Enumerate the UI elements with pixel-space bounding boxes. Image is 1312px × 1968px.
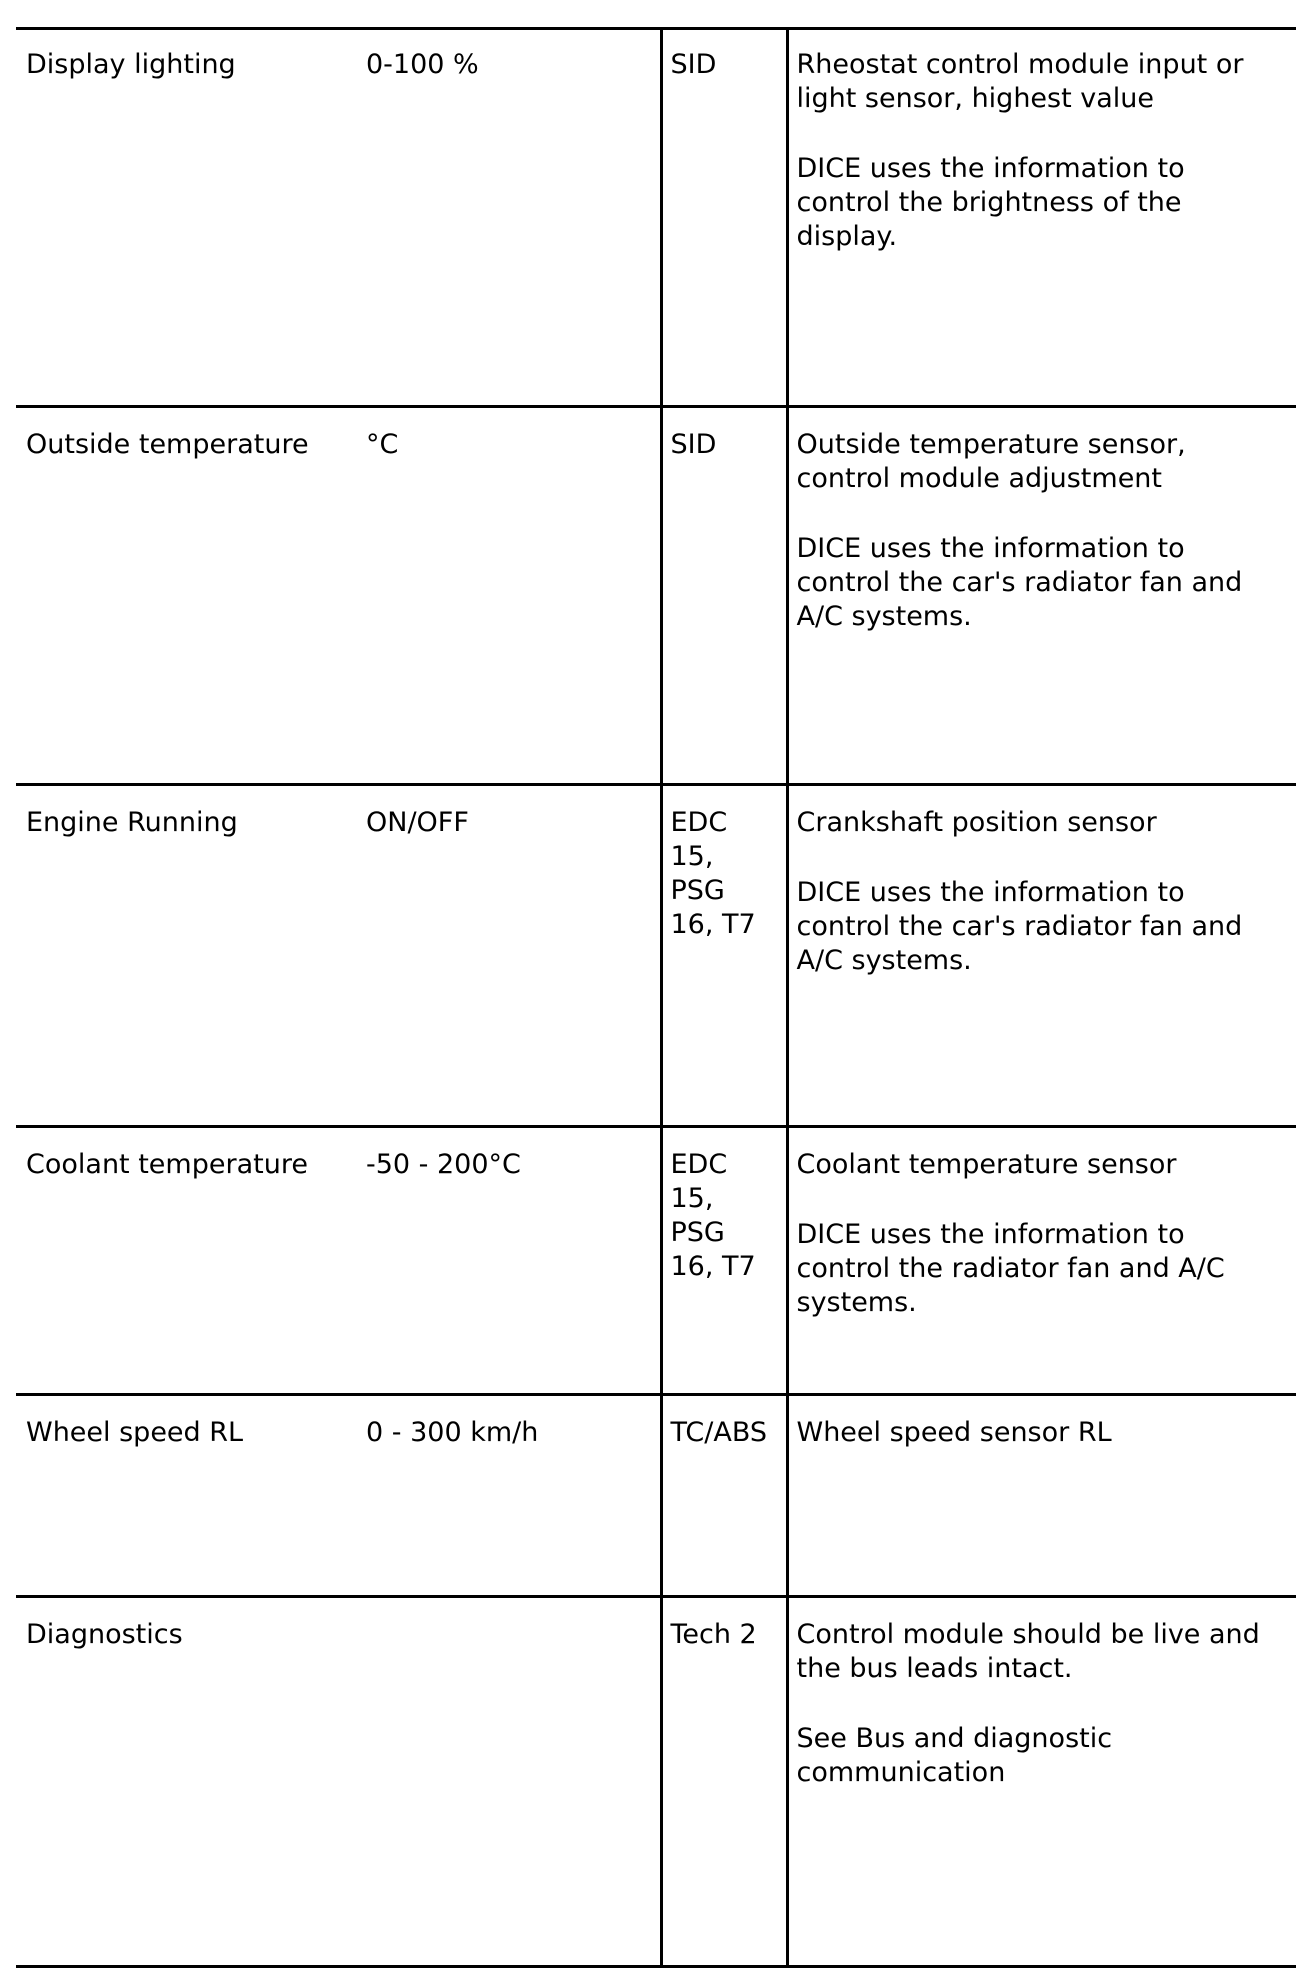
description-line: control the radiator fan and A/C (796, 1252, 1225, 1284)
description-line: Rheostat control module input or (796, 49, 1244, 80)
signal-source-cell (661, 1126, 787, 1394)
signal-name-cell: Diagnostics (16, 1596, 356, 1966)
description-paragraph (797, 532, 1289, 634)
table-row (16, 406, 1296, 784)
signal-range-cell: 0-100 % (356, 28, 661, 406)
signal-table-container (16, 28, 1296, 1968)
signal-range-cell: ON/OFF (356, 784, 661, 1126)
description-paragraph (797, 428, 1289, 496)
description-line: control the brightness of the (796, 187, 1182, 218)
description-paragraph (797, 1722, 1289, 1790)
description-line: control the car's radiator fan and (796, 910, 1243, 942)
signal-source-cell (661, 784, 787, 1126)
description-paragraph (797, 1218, 1289, 1320)
description-paragraph (797, 1416, 1289, 1450)
description-paragraph (797, 1618, 1289, 1686)
source-line: 15, (670, 1182, 714, 1214)
signal-table-body (16, 28, 1296, 1966)
signal-source-cell (661, 1394, 787, 1596)
description-line: systems. (796, 1286, 917, 1318)
signal-name-cell: Display lighting (16, 28, 356, 406)
table-row (16, 1126, 1296, 1394)
signal-source-cell (661, 28, 787, 406)
description-line: light sensor, highest value (796, 83, 1155, 114)
signal-description-cell (787, 406, 1296, 784)
signal-source-cell (661, 406, 787, 784)
table-row (16, 28, 1296, 406)
signal-name-cell: Wheel speed RL (16, 1394, 356, 1596)
table-row (16, 1394, 1296, 1596)
source-line: EDC (670, 1148, 728, 1180)
description-line: See Bus and diagnostic (796, 1722, 1113, 1754)
signal-name-cell: Coolant temperature (16, 1126, 356, 1394)
source-line: 15, (670, 840, 714, 872)
signal-range-cell: 0 - 300 km/h (356, 1394, 661, 1596)
description-line: the bus leads intact. (796, 1652, 1073, 1684)
signal-range-cell (356, 1596, 661, 1966)
signal-description-cell (787, 1394, 1296, 1596)
table-row (16, 784, 1296, 1126)
signal-description-cell (787, 28, 1296, 406)
source-line: Tech 2 (670, 1618, 757, 1650)
signal-description-cell (787, 784, 1296, 1126)
table-row (16, 1596, 1296, 1966)
description-line: communication (796, 1756, 1006, 1788)
description-line: Outside temperature sensor, (796, 428, 1186, 460)
description-line: DICE uses the information to (796, 876, 1185, 908)
signal-range-cell: °C (356, 406, 661, 784)
description-paragraph (797, 1148, 1289, 1182)
description-line: DICE uses the information to (796, 532, 1185, 564)
description-line: Crankshaft position sensor (796, 806, 1157, 838)
description-line: A/C systems. (796, 600, 972, 632)
signal-source-cell (661, 1596, 787, 1966)
description-paragraph (797, 806, 1289, 840)
source-line: EDC (670, 806, 728, 838)
source-line: SID (670, 49, 717, 80)
description-paragraph (797, 48, 1289, 116)
source-line: SID (670, 428, 717, 460)
description-paragraph (797, 152, 1289, 254)
signal-table (16, 28, 1296, 1968)
description-line: DICE uses the information to (796, 1218, 1185, 1250)
signal-description-cell (787, 1126, 1296, 1394)
description-paragraph (797, 876, 1289, 978)
source-line: PSG (670, 874, 725, 906)
signal-description-cell (787, 1596, 1296, 1966)
description-line: display. (796, 221, 898, 252)
description-line: control the car's radiator fan and (796, 566, 1243, 598)
description-line: Control module should be live and (796, 1618, 1260, 1650)
description-line: control module adjustment (796, 462, 1163, 494)
signal-name-cell: Engine Running (16, 784, 356, 1126)
signal-range-cell: -50 - 200°C (356, 1126, 661, 1394)
source-line: TC/ABS (670, 1416, 768, 1448)
source-line: PSG (670, 1216, 725, 1248)
description-line: DICE uses the information to (796, 153, 1185, 184)
description-line: A/C systems. (796, 944, 972, 976)
signal-name-cell: Outside temperature (16, 406, 356, 784)
source-line: 16, T7 (670, 908, 756, 940)
description-line: Wheel speed sensor RL (796, 1416, 1112, 1448)
description-line: Coolant temperature sensor (796, 1148, 1177, 1180)
source-line: 16, T7 (670, 1250, 756, 1282)
